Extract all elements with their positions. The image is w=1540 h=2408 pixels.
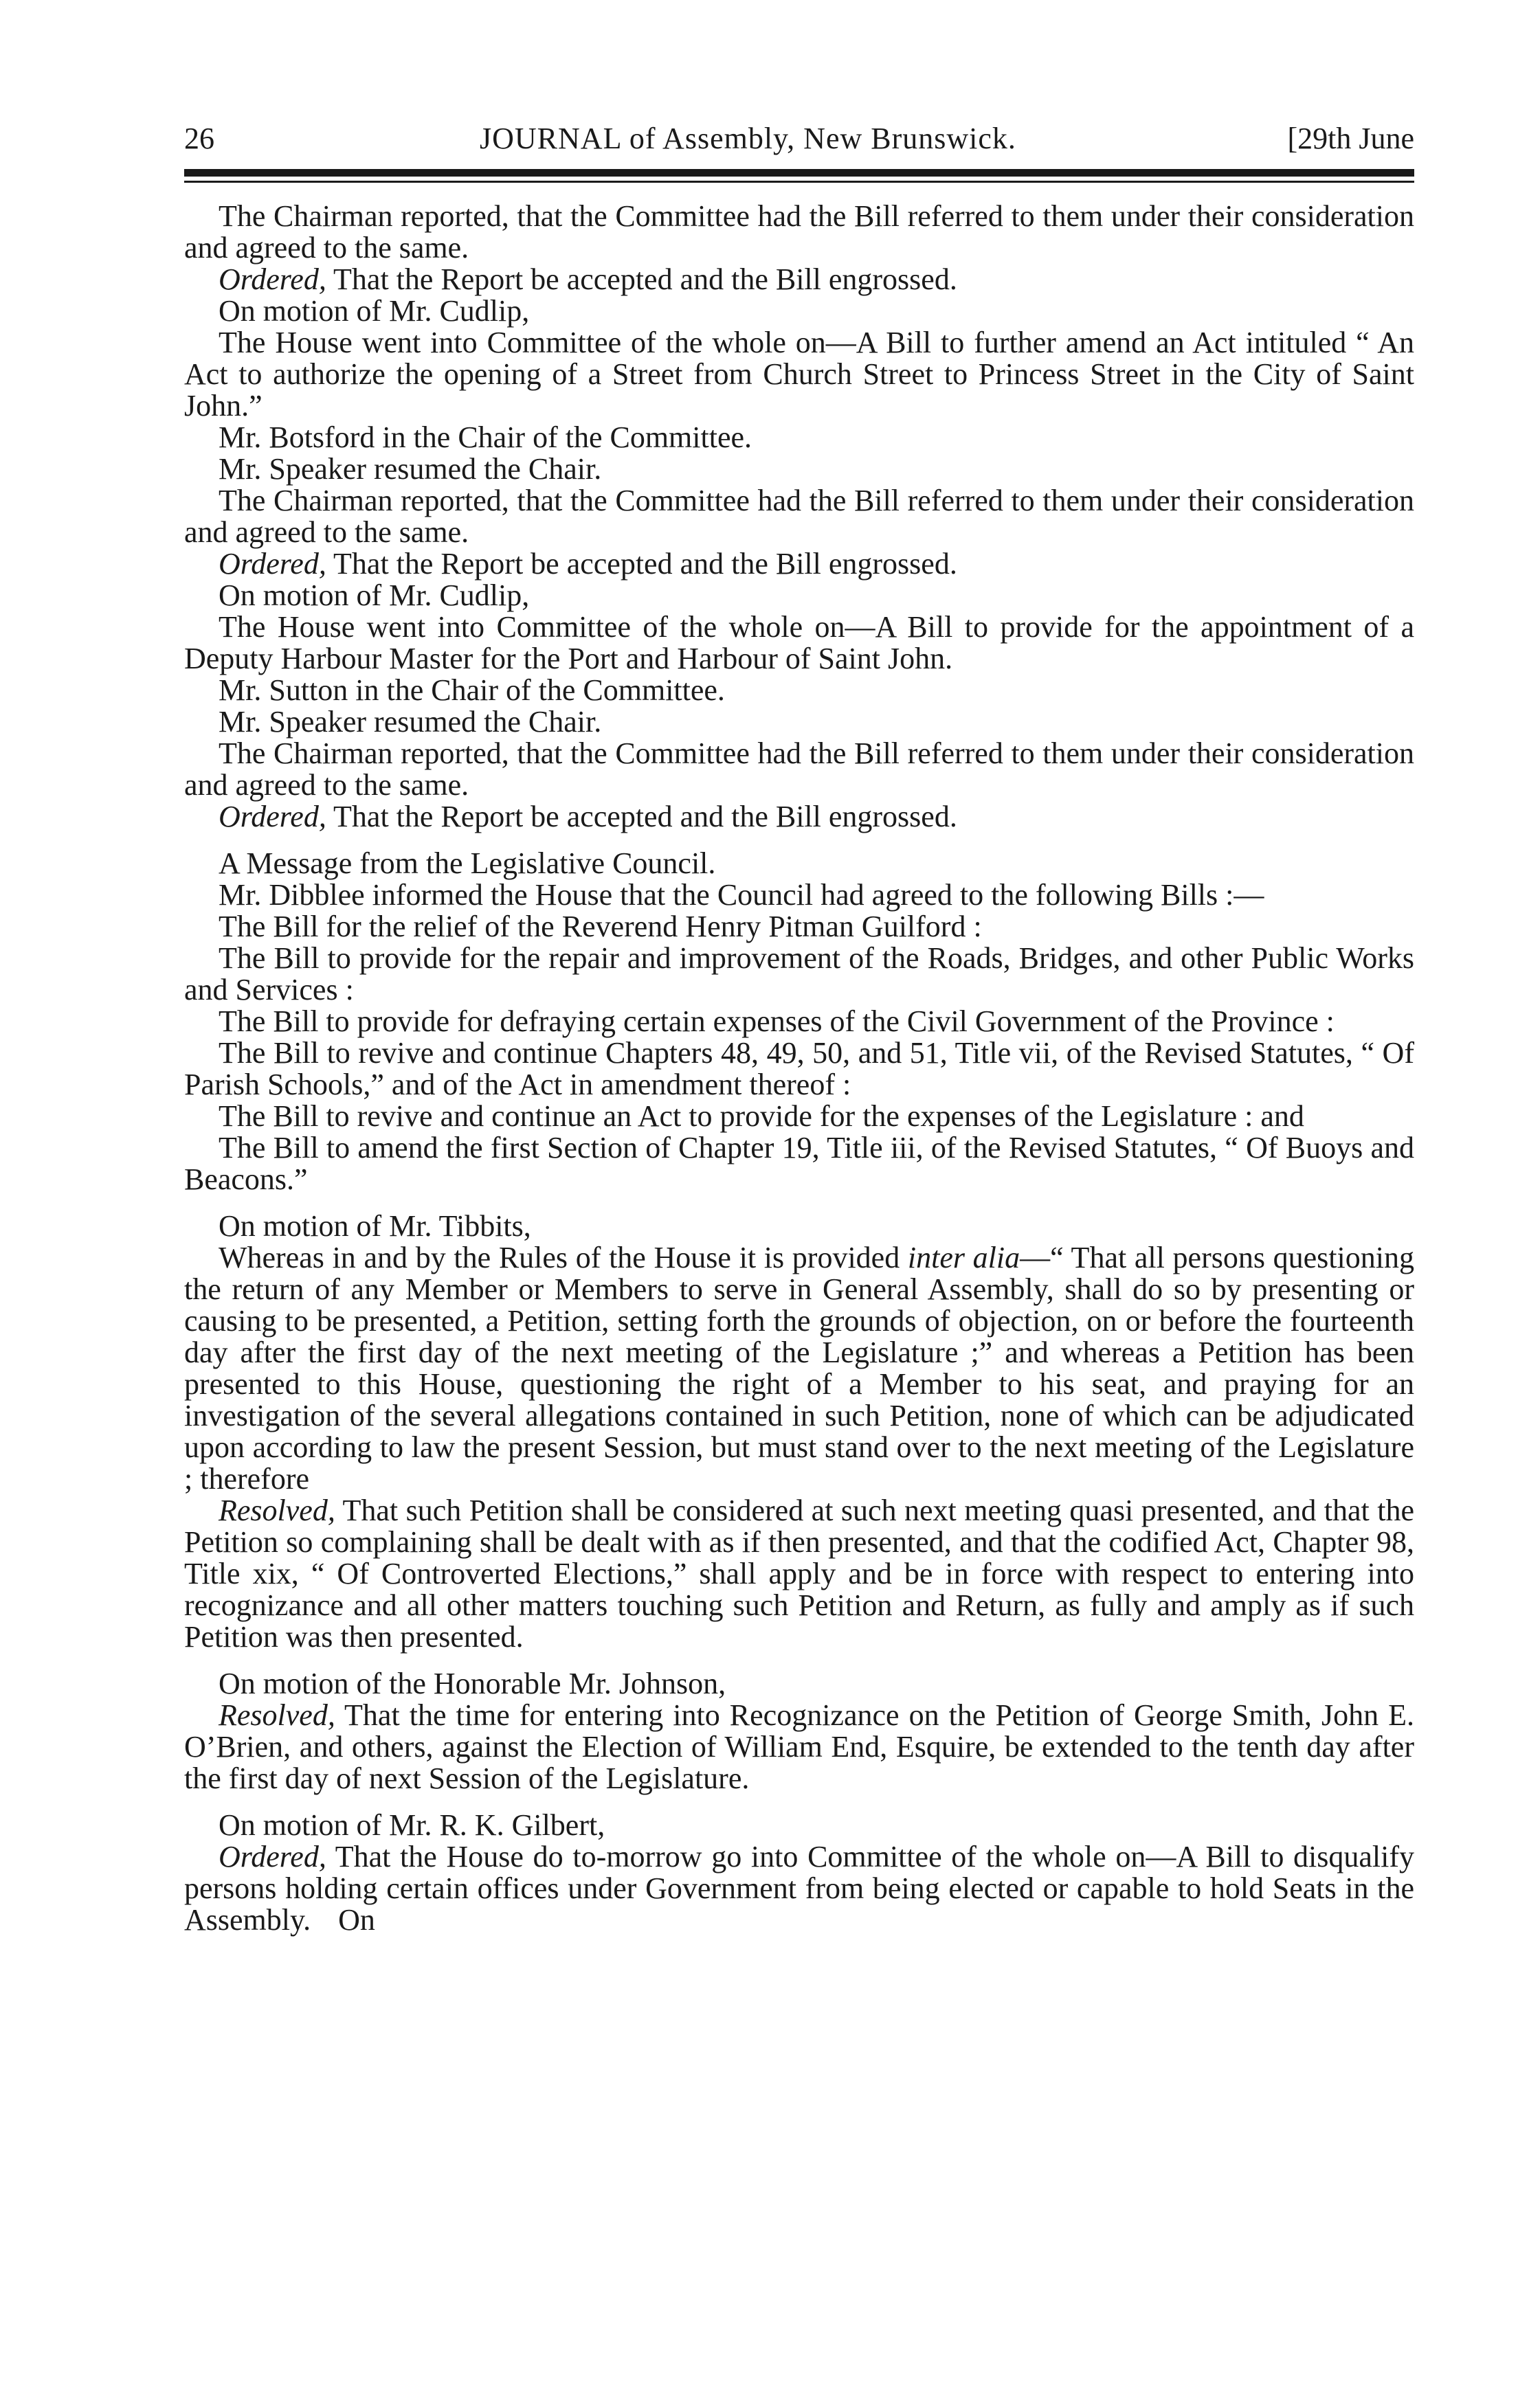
journal-paragraph — [184, 1132, 1414, 1195]
italic-term: Ordered, — [219, 800, 326, 833]
page-number: 26 — [184, 122, 214, 155]
paragraph-text: A Message from the Legislative Council. — [219, 846, 716, 880]
journal-paragraph — [184, 1668, 1414, 1700]
paragraph-text: That the Report be accepted and the Bill engrossed. — [326, 800, 957, 833]
running-date: [29th June — [1287, 122, 1414, 155]
paragraph-text: Mr. Botsford in the Chair of the Committee. — [219, 420, 752, 454]
header-rule-thin — [184, 181, 1414, 183]
journal-paragraph — [184, 295, 1414, 327]
journal-paragraph — [184, 201, 1414, 264]
journal-paragraph — [184, 1810, 1414, 1841]
paragraph-text: Mr. Dibblee informed the House that the Council had agreed to the following Bills :— — [219, 878, 1264, 912]
paragraph-text: That the House do to-morrow go into Committee of the whole on—A Bill to disqualify persons holding certain offices under Government from being elected or capable to hold Seats in the Assembly. — [184, 1840, 1414, 1937]
journal-paragraph — [184, 911, 1414, 943]
running-title: JOURNAL of Assembly, New Brunswick. — [480, 122, 1016, 155]
journal-paragraph — [184, 801, 1414, 833]
paragraph-text: On motion of the Honorable Mr. Johnson, — [219, 1667, 726, 1700]
journal-paragraph — [184, 264, 1414, 295]
journal-paragraph — [184, 1700, 1414, 1794]
paragraph-text: On motion of Mr. R. K. Gilbert, — [219, 1808, 605, 1842]
journal-paragraph — [184, 1841, 1414, 1936]
paragraph-text: —“ That all persons questioning the return of any Member or Members to serve in General Assembly, shall do so by presenting or causing to be presented, a Petition, setting forth the grounds of objection, on or before the fourteenth day after the first day of the next meeting of the Legislature ;” and whereas a Petition has been presented to this House, questioning the right of a Member to his seat, and praying for an investigation of the several allegations contained in such Petition, none of which can be adjudicated upon according to law the present Session, but must stand over to the next meeting of the Legislature ; therefore — [184, 1241, 1414, 1496]
journal-paragraph — [184, 848, 1414, 879]
journal-paragraph — [184, 580, 1414, 611]
paragraph-text: The Chairman reported, that the Committee had the Bill referred to them under their consideration and agreed to the same. — [184, 484, 1414, 549]
paragraph-text: The Bill to provide for defraying certain expenses of the Civil Government of the Province : — [219, 1004, 1335, 1038]
journal-paragraph — [184, 1495, 1414, 1653]
paragraph-text: The Bill to provide for the repair and improvement of the Roads, Bridges, and other Public Works and Services : — [184, 941, 1414, 1006]
journal-paragraph — [184, 548, 1414, 580]
italic-term: Ordered, — [219, 547, 326, 581]
italic-term: Resolved, — [219, 1494, 335, 1527]
paragraph-text: On motion of Mr. Cudlip, — [219, 578, 530, 612]
journal-paragraph — [184, 943, 1414, 1006]
paragraph-text: On motion of Mr. Tibbits, — [219, 1209, 531, 1243]
paragraph-text: On motion of Mr. Cudlip, — [219, 294, 530, 328]
paragraph-text: The House went into Committee of the whole on—A Bill to provide for the appointment of a Deputy Harbour Master for the Port and Harbour of Saint John. — [184, 610, 1414, 675]
italic-term: inter alia — [907, 1241, 1020, 1274]
italic-term: Ordered, — [219, 1840, 326, 1873]
journal-paragraph — [184, 1211, 1414, 1242]
paragraph-text: That such Petition shall be considered at such next meeting quasi presented, and that the Petition so complaining shall be dealt with as if then presented, and that the codified Act, Chapter 98, Title xix, “ Of Controverted Elections,” shall apply and be in force with respect to entering into recognizance and all other matters touching such Petition and Return, as fully and amply as if such Petition was then presented. — [184, 1494, 1414, 1654]
journal-paragraph — [184, 1101, 1414, 1132]
paragraph-text: That the time for entering into Recognizance on the Petition of George Smith, John E. O’Brien, and others, against the Election of William End, Esquire, be extended to the tenth day after the first day of next Session of the Legislature. — [184, 1698, 1414, 1795]
journal-paragraph — [184, 1037, 1414, 1101]
paragraph-text: Mr. Speaker resumed the Chair. — [219, 452, 602, 486]
journal-paragraph — [184, 422, 1414, 453]
paragraph-text: The House went into Committee of the whole on—A Bill to further amend an Act intituled “ An Act to authorize the opening of a Street from Church Street to Princess Street in the City of Saint John.” — [184, 326, 1414, 423]
journal-paragraph — [184, 485, 1414, 548]
paragraph-text: Mr. Sutton in the Chair of the Committee. — [219, 673, 725, 707]
paragraph-text: The Bill to revive and continue an Act to provide for the expenses of the Legislature : and — [219, 1099, 1304, 1133]
paragraph-text: Mr. Speaker resumed the Chair. — [219, 705, 602, 739]
page-header — [184, 121, 1414, 162]
header-rule-thick — [184, 169, 1414, 177]
paragraph-text: The Chairman reported, that the Committee had the Bill referred to them under their consideration and agreed to the same. — [184, 199, 1414, 265]
paragraph-text: The Bill to revive and continue Chapters 48, 49, 50, and 51, Title vii, of the Revised Statutes, “ Of Parish Schools,” and of the Act in amendment thereof : — [184, 1036, 1414, 1101]
journal-paragraph — [184, 706, 1414, 738]
italic-term: Ordered, — [219, 262, 326, 296]
paragraph-text: The Bill for the relief of the Reverend Henry Pitman Guilford : — [219, 910, 982, 943]
journal-paragraph — [184, 611, 1414, 675]
paragraph-text: The Bill to amend the first Section of Chapter 19, Title iii, of the Revised Statutes, “ Of Buoys and Beacons.” — [184, 1131, 1414, 1196]
journal-paragraph — [184, 879, 1414, 911]
journal-paragraph — [184, 1242, 1414, 1495]
journal-paragraph — [184, 327, 1414, 422]
paragraph-text: That the Report be accepted and the Bill engrossed. — [326, 547, 957, 581]
italic-term: Resolved, — [219, 1698, 335, 1732]
paragraph-lead-text: Whereas in and by the Rules of the House it is provided — [219, 1241, 908, 1274]
journal-paragraph — [184, 453, 1414, 485]
journal-body — [184, 201, 1414, 1936]
journal-paragraph — [184, 1006, 1414, 1037]
journal-paragraph — [184, 738, 1414, 801]
paragraph-text: That the Report be accepted and the Bill engrossed. — [326, 262, 957, 296]
journal-paragraph — [184, 675, 1414, 706]
paragraph-text: The Chairman reported, that the Committee had the Bill referred to them under their consideration and agreed to the same. — [184, 736, 1414, 802]
catchword: On — [338, 1903, 375, 1937]
